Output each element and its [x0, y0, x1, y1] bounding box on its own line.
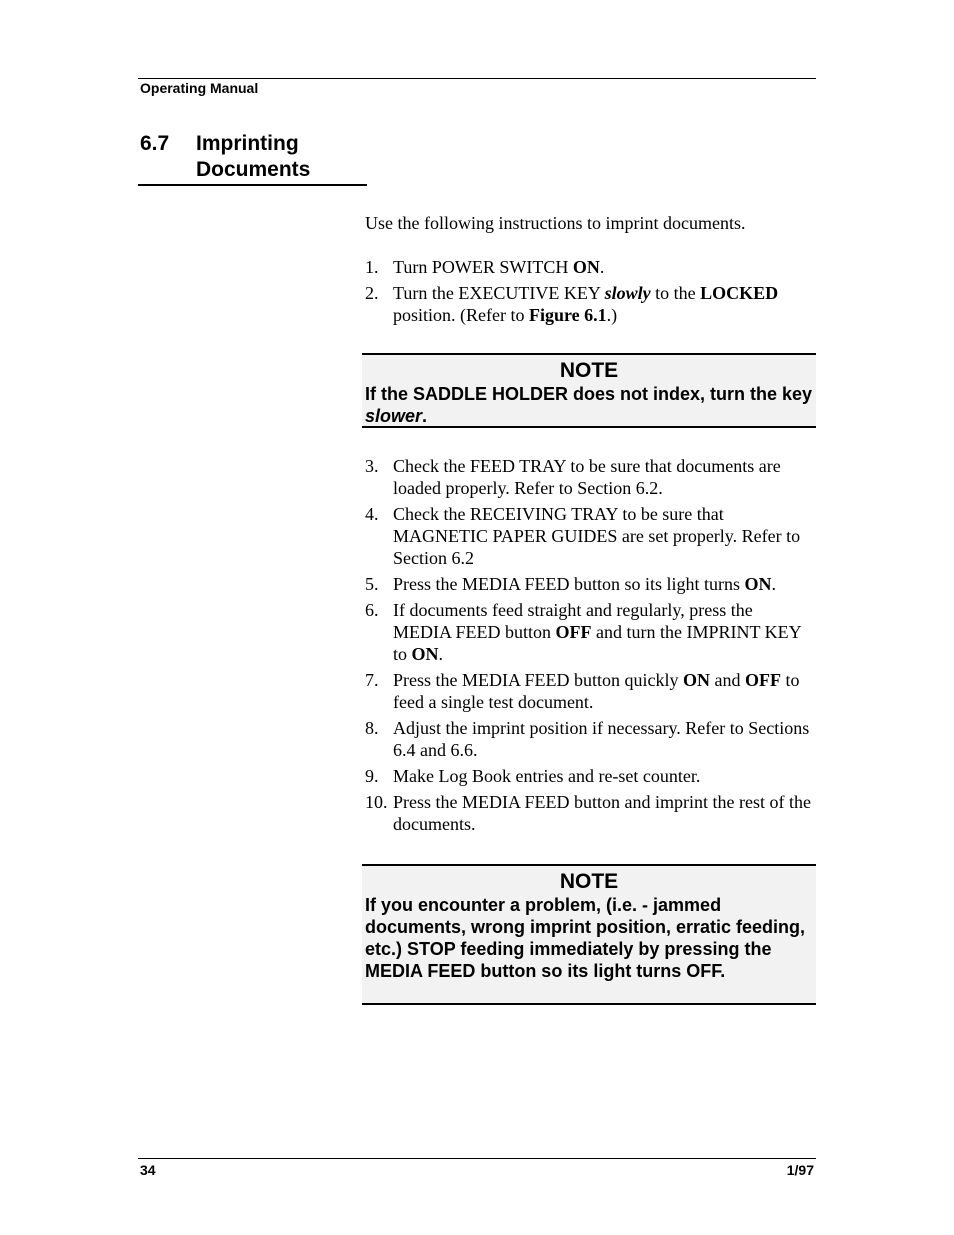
- text-run: Check the RECEIVING TRAY to be sure that MAGNETIC PAPER GUIDES are set properly. Refer to Section 6.2: [393, 504, 801, 568]
- section-rule: [138, 184, 367, 186]
- step-item: [365, 599, 815, 665]
- step-text: [393, 766, 700, 786]
- text-run: Press the MEDIA FEED button and imprint the rest of the documents.: [393, 792, 811, 834]
- step-number: 4.: [365, 504, 379, 524]
- text-run: If the SADDLE HOLDER does not index, turn the key: [365, 384, 813, 404]
- emphasis-text: slower: [365, 406, 423, 426]
- step-number: 3.: [365, 456, 379, 476]
- emphasis-text: slowly: [604, 283, 651, 303]
- step-number: 1.: [365, 257, 379, 277]
- text-run: .): [606, 305, 618, 325]
- revision-date: 1/97: [786, 1162, 814, 1178]
- step-item: [365, 503, 815, 569]
- footer-rule: [138, 1158, 816, 1159]
- text-run: Turn the EXECUTIVE KEY: [393, 283, 605, 303]
- note-heading: NOTE: [559, 870, 619, 893]
- text-run: .: [599, 257, 605, 277]
- step-number: 2.: [365, 283, 379, 303]
- section-number: 6.7: [140, 132, 170, 155]
- step-item: [365, 791, 815, 835]
- emphasis-text: OFF: [745, 670, 781, 690]
- emphasis-text: ON: [683, 670, 710, 690]
- text-run: .: [422, 406, 428, 426]
- text-run: and turn the IMPRINT KEY to: [393, 622, 801, 664]
- emphasis-text: OFF: [555, 622, 592, 642]
- step-text: [393, 600, 801, 664]
- section-title: Imprinting Documents: [196, 132, 311, 181]
- step-text: [393, 670, 800, 712]
- step-item: [365, 765, 815, 787]
- step-number: 5.: [365, 574, 379, 594]
- header-rule: [138, 78, 816, 79]
- step-item: [365, 256, 815, 278]
- emphasis-text: ON: [744, 574, 772, 594]
- step-number: 7.: [365, 670, 379, 690]
- steps-list-b: [365, 455, 815, 839]
- step-item: [365, 282, 815, 326]
- emphasis-text: LOCKED: [700, 283, 779, 303]
- text-run: to the: [650, 283, 701, 303]
- emphasis-text: ON: [411, 644, 439, 664]
- steps-list-a: [365, 256, 815, 330]
- step-text: [393, 718, 809, 760]
- text-run: If you encounter a problem, (i.e. - jammed documents, wrong imprint position, erratic feeding, etc.) STOP feeding immediately by pressing the MEDIA FEED button so its light turns OFF.: [365, 895, 806, 981]
- intro-text: Use the following instructions to imprint documents.: [365, 213, 746, 233]
- note-box: [362, 864, 816, 1005]
- note-body: [365, 383, 813, 427]
- step-number: 6.: [365, 600, 379, 620]
- step-item: [365, 455, 815, 499]
- note-body: [365, 894, 813, 982]
- step-item: [365, 717, 815, 761]
- step-number: 9.: [365, 766, 379, 786]
- emphasis-text: ON: [572, 257, 600, 277]
- text-run: Make Log Book entries and re-set counter.: [393, 766, 701, 786]
- note-heading: NOTE: [559, 359, 619, 382]
- emphasis-text: Figure 6.1: [528, 305, 607, 325]
- header-title: Operating Manual: [140, 80, 259, 96]
- step-number: 8.: [365, 718, 379, 738]
- text-run: Turn POWER SWITCH: [393, 257, 573, 277]
- text-run: .: [438, 644, 444, 664]
- text-run: to feed a single test document.: [393, 670, 800, 712]
- page-number: 34: [140, 1162, 156, 1178]
- step-item: [365, 669, 815, 713]
- text-run: If documents feed straight and regularly, press the MEDIA FEED button: [393, 600, 753, 642]
- text-run: Check the FEED TRAY to be sure that documents are loaded properly. Refer to Section 6.2.: [393, 456, 781, 498]
- step-text: [393, 574, 776, 594]
- step-text: [393, 456, 781, 498]
- text-run: and: [710, 670, 745, 690]
- text-run: Press the MEDIA FEED button so its light turns: [393, 574, 745, 594]
- step-text: [393, 792, 811, 834]
- step-item: [365, 573, 815, 595]
- text-run: .: [771, 574, 777, 594]
- step-text: [393, 504, 800, 568]
- step-number: 10.: [365, 792, 388, 812]
- text-run: position. (Refer to: [393, 305, 529, 325]
- step-text: [393, 257, 604, 277]
- step-text: [393, 283, 778, 325]
- note-box: [362, 353, 816, 428]
- text-run: Press the MEDIA FEED button quickly: [393, 670, 683, 690]
- text-run: Adjust the imprint position if necessary. Refer to Sections 6.4 and 6.6.: [393, 718, 810, 760]
